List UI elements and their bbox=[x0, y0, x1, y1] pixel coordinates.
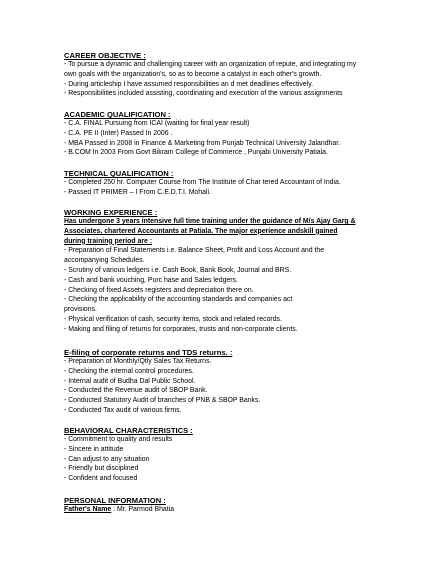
efiling-line: - Checking the internal control procedures. bbox=[64, 367, 194, 375]
career-objective-section bbox=[64, 51, 394, 99]
personal-section bbox=[64, 496, 394, 515]
technical-section bbox=[64, 169, 394, 198]
behavioral-line: - Friendly but disciplined bbox=[64, 465, 139, 473]
father-name-value: Mr. Parmod Bhatia bbox=[115, 506, 175, 513]
career-line: - To pursue a dynamic and challenging career with an organization of repute, and integrating my bbox=[64, 61, 357, 68]
experience-line: - Making and filing of returns for corporates, trusts and non-corporate clients. bbox=[64, 325, 298, 333]
career-line: own goals with the organization's, so as to become a catalyst in each other's growth. bbox=[64, 70, 322, 78]
academic-section bbox=[64, 110, 394, 158]
technical-heading: TECHNICAL QUALIFICATION : bbox=[64, 169, 174, 178]
experience-line: - Preparation of Final Statements i.e. Balance Sheet, Profit and Loss Account and the bbox=[64, 247, 325, 255]
behavioral-line: - Sincere in attitude bbox=[64, 445, 124, 453]
experience-line: - Cash and bank vouching, Purc hase and Sales ledgers. bbox=[64, 276, 238, 284]
career-line: - During articleship I have assumed responsibilities an d met deadlines effectively. bbox=[64, 80, 314, 88]
academic-line: - B.COM In 2003 From Govt Bikram College of Commerce , Punjabi University Patiala. bbox=[64, 149, 328, 157]
efiling-line: - Conducted Tax audit of various firms. bbox=[64, 406, 182, 414]
efiling-line: - Internal audit of Budha Dal Public School. bbox=[64, 377, 196, 385]
efiling-line: - Conducted Statutory Audit of branches of PNB & SBOP Banks. bbox=[64, 397, 261, 405]
behavioral-line: - Can adjust to any situation bbox=[64, 455, 150, 463]
experience-intro-line: Has undergone 3 years intensive full time training under the guidance of M/s Ajay Garg & bbox=[64, 218, 356, 225]
behavioral-line: - Confident and focused bbox=[64, 475, 138, 483]
behavioral-line: - Commitment to quality and results bbox=[64, 436, 173, 443]
father-name-row bbox=[64, 505, 394, 515]
experience-line: - Physical verification of cash, security items, stock and related records. bbox=[64, 315, 282, 323]
academic-line: - MBA Passed in 2008 in Finance & Marketing from Punjab Technical University Jalandhar. bbox=[64, 139, 341, 147]
academic-heading: ACADEMIC QUALIFICATION : bbox=[64, 110, 171, 119]
father-name-separator: : bbox=[111, 506, 116, 513]
academic-line: - C.A. PE II (Inter) Passed In 2006 . bbox=[64, 129, 173, 137]
technical-line: - Passed IT PRIMER – I From C.E.D.T.I. Mohali. bbox=[64, 188, 211, 196]
experience-line: accompanying Schedules. bbox=[64, 257, 145, 265]
experience-line: - Checking the applicability of the accounting standards and companies act bbox=[64, 296, 293, 304]
efiling-heading: E-filing of corporate returns and TDS returns. : bbox=[64, 348, 233, 357]
behavioral-heading: BEHAVIORAL CHARACTERISTICS : bbox=[64, 426, 193, 435]
experience-heading: WORKING EXPERIENCE : bbox=[64, 208, 158, 217]
personal-heading: PERSONAL INFORMATION : bbox=[64, 496, 166, 505]
career-objective-heading: CAREER OBJECTIVE : bbox=[64, 51, 146, 60]
academic-line: - C.A. FINAL Pursuing from ICAI (waiting for final year result) bbox=[64, 120, 250, 127]
experience-intro-line: Associates, chartered Accountants at Patiala. The major experience andskill gained bbox=[64, 227, 338, 235]
experience-line: provisions. bbox=[64, 306, 97, 314]
father-name-label: Father's Name bbox=[64, 506, 112, 513]
efiling-line: - Conducted the Revenue audit of SBOP Bank. bbox=[64, 387, 208, 395]
experience-line: - Scrutiny of various ledgers i.e. Cash Book, Bank Book, Journal and BRS. bbox=[64, 266, 292, 274]
efiling-line: - Preparation of Monthly/Qtly Sales Tax Returns. bbox=[64, 358, 212, 365]
technical-line: - Completed 250 hr. Computer Course from The Institute of Char tered Accountant of India. bbox=[64, 179, 341, 186]
career-line: - Responsibilities included assisting, coordinating and execution of the various assignments bbox=[64, 90, 343, 98]
experience-intro-line: during training period are : bbox=[64, 237, 153, 245]
efiling-section bbox=[64, 348, 394, 416]
experience-line: - Checking of fixed Assets registers and depreciation there on. bbox=[64, 286, 254, 294]
behavioral-section bbox=[64, 426, 394, 484]
experience-section bbox=[64, 208, 394, 335]
